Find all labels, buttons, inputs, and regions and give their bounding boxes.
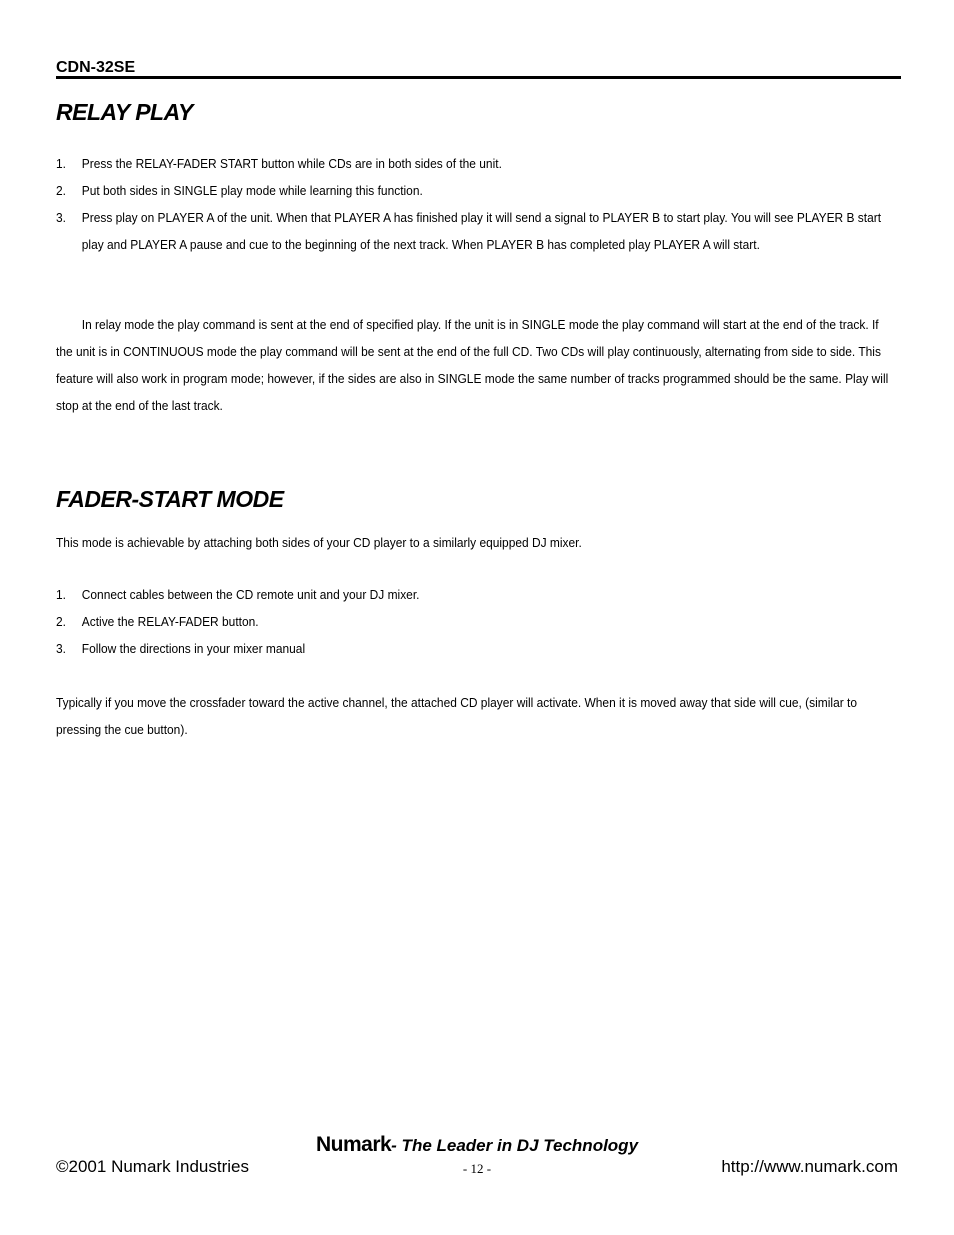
relay-play-steps [56, 150, 889, 258]
list-item [56, 608, 889, 635]
document-model-header: CDN-32SE [56, 59, 136, 76]
step-text: Put both sides in SINGLE play mode while learning this function. [81, 183, 423, 198]
header-divider [56, 76, 901, 79]
step-number: 2. [56, 183, 66, 198]
step-number: 1. [56, 156, 66, 171]
footer-url: http://www.numark.com [721, 1157, 898, 1176]
step-number: 3. [56, 210, 66, 225]
list-item [56, 581, 889, 608]
page-number: - 12 - [462, 1161, 492, 1176]
step-text: Active the RELAY-FADER button. [81, 614, 259, 629]
list-item [56, 635, 889, 662]
fader-start-steps [56, 581, 889, 662]
brand-tagline: - The Leader in DJ Technology [391, 1136, 639, 1155]
numark-logo: Numark [315, 1133, 392, 1156]
step-text: Press play on PLAYER A of the unit. When that PLAYER A has finished play it will send a signal to PLAYER B to start play. You will see PLAYER B start play and PLAYER A pause and cue to the beginning of the next track. When PLAYER B has completed play PLAYER A will start. [81, 210, 882, 252]
step-number: 3. [56, 641, 66, 656]
step-text: Press the RELAY-FADER START button while CDs are in both sides of the unit. [81, 156, 502, 171]
step-number: 1. [56, 587, 66, 602]
list-item [56, 177, 889, 204]
list-item [56, 204, 889, 258]
list-item [56, 150, 889, 177]
relay-play-paragraph: In relay mode the play command is sent at the end of specified play. If the unit is in SINGLE mode the play command will start at the end of the track. If the unit is in CONTINUOUS mode the play command will be sent at the end of the full CD. Two CDs will play continuously, alternating from side to side. This feature will also work in program mode; however, if the sides are also in SINGLE mode the same number of tracks programmed should be the same. Play will stop at the end of the last track. [56, 317, 889, 413]
fader-start-intro: This mode is achievable by attaching both sides of your CD player to a similarly equipped DJ mixer. [56, 535, 582, 550]
relay-play-heading: RELAY PLAY [56, 99, 193, 125]
step-text: Follow the directions in your mixer manual [81, 641, 306, 656]
footer-brand [0, 1133, 954, 1157]
fader-start-heading: FADER-START MODE [56, 486, 284, 512]
fader-start-paragraph: Typically if you move the crossfader toward the active channel, the attached CD player will activate. When it is moved away that side will cue, (similar to pressing the cue button). [56, 695, 858, 737]
step-number: 2. [56, 614, 66, 629]
step-text: Connect cables between the CD remote unit and your DJ mixer. [81, 587, 420, 602]
footer-copyright: ©2001 Numark Industries [56, 1157, 250, 1176]
